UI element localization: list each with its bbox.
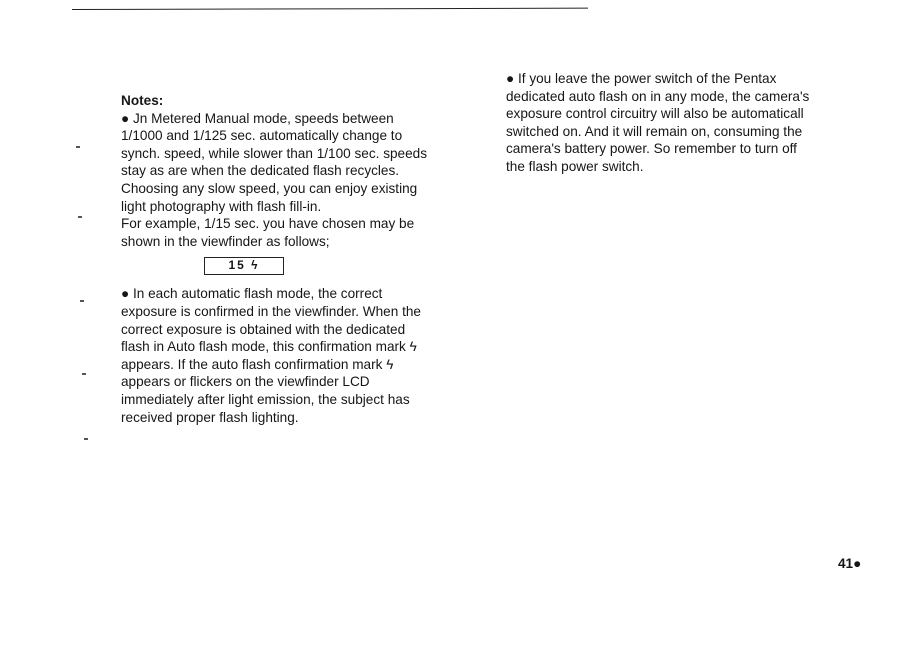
top-rule-line bbox=[72, 8, 588, 10]
margin-mark bbox=[78, 216, 82, 218]
viewfinder-display-box: 15 ϟ bbox=[204, 257, 284, 275]
notes-heading: Notes: bbox=[121, 93, 164, 108]
margin-mark bbox=[82, 373, 86, 375]
auto-flash-paragraph: ● In each automatic flash mode, the correct exposure is confirmed in the viewfinder. When the correct exposure is obtained with the dedicated flash in Auto flash mode, this confirmation mark ϟ appears. If the auto flash confirmation mark ϟ appears or flickers on the viewfinder LCD immediately after light emission, the subject has received proper flash lighting. bbox=[121, 286, 421, 425]
margin-mark bbox=[80, 300, 84, 302]
page-number: 41● bbox=[838, 556, 862, 571]
margin-mark bbox=[76, 146, 80, 148]
metered-manual-paragraph: ● Jn Metered Manual mode, speeds between 1/1000 and 1/125 sec. automatically change to synch. speed, while slower than 1/100 sec. speeds stay as are when the dedicated flash recycles. Choosing any slow speed, you can enjoy existing light photography with flash fill-in. bbox=[121, 110, 428, 214]
right-column bbox=[506, 70, 868, 176]
example-paragraph: For example, 1/15 sec. you have chosen may be shown in the viewfinder as follows; bbox=[121, 216, 415, 249]
margin-mark bbox=[84, 438, 88, 440]
power-switch-paragraph: ● If you leave the power switch of the Pentax dedicated auto flash on in any mode, the camera's exposure control circuitry will also be automaticall switched on. And it will remain on, consuming the camera's battery power. So remember to turn off the flash power switch. bbox=[506, 71, 810, 174]
left-column bbox=[121, 92, 493, 426]
